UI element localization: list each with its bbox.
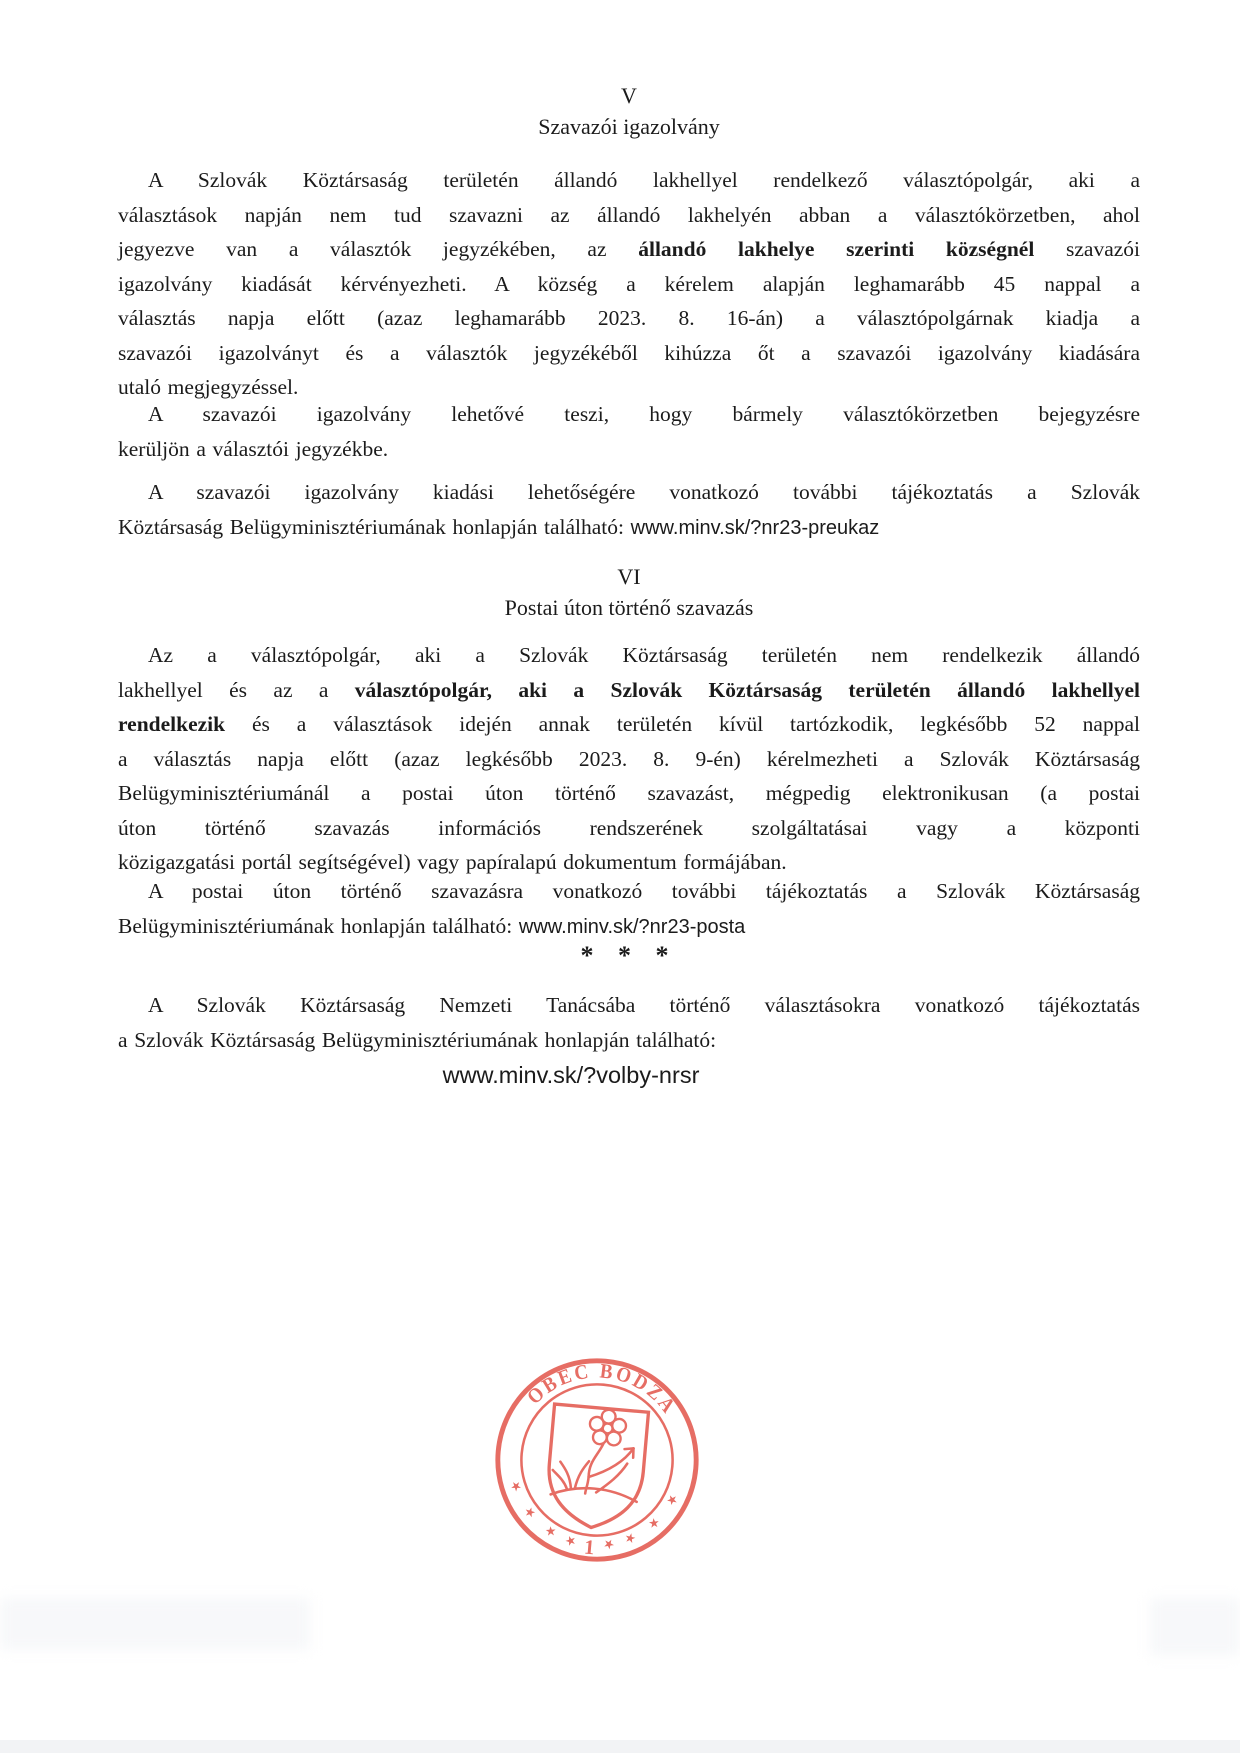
body-line <box>118 909 1140 945</box>
body-line <box>118 510 1140 546</box>
text-run: közigazgatási portál segítségével) vagy papíralapú dokumentum formájában. <box>118 850 787 874</box>
paragraph-closing <box>118 988 1140 1057</box>
paragraph-voter-certificate <box>118 163 1140 405</box>
text-run: A Szlovák Köztársaság területén állandó lakhellyel rendelkező választópolgár, aki a <box>148 168 1140 192</box>
closing-url: www.minv.sk/?volby-nrsr <box>442 1062 700 1088</box>
text-run: A postai úton történő szavazásra vonatkozó további tájékoztatás a Szlovák Köztársaság <box>148 879 1140 903</box>
body-line <box>118 988 1140 1023</box>
text-run: a Szlovák Köztársaság Belügyminisztériumának honlapján található: <box>118 1027 717 1052</box>
text-run: lakhellyel és az a <box>118 677 355 702</box>
flower-icon <box>588 1408 627 1446</box>
text-run: választás napja előtt (azaz leghamarább 2023. 8. 16-án) a választópolgárnak kiadja a <box>118 306 1140 330</box>
stamp-number: 1 <box>583 1536 596 1560</box>
text-run: a választás napja előtt (azaz legkésőbb 2023. 8. 9-én) kérelmezheti a Szlovák Köztársaság <box>118 746 1140 771</box>
body-line <box>118 1023 1140 1058</box>
scan-artifact <box>1150 1598 1240 1656</box>
text-run: jegyezve van a választók jegyzékében, az <box>118 237 639 261</box>
text-run: Az a választópolgár, aki a Szlovák Köztársaság területén nem rendelkezik állandó <box>148 643 1140 667</box>
text-run: és a választások idején annak területén kívül tartózkodik, legkésőbb 52 nappal <box>225 712 1140 736</box>
body-line <box>118 432 1140 467</box>
star-icon: ★ <box>662 1491 681 1509</box>
bold-run: választópolgár, aki a Szlovák Köztársaság területén állandó lakhellyel <box>354 677 1140 702</box>
star-icon: ★ <box>542 1521 560 1541</box>
text-run: szavazói igazolványt és a választók jegyzékéből kihúzza őt a szavazói igazolvány kiadására <box>118 340 1140 365</box>
municipal-stamp <box>489 1352 705 1568</box>
body-line <box>118 232 1140 267</box>
text-run: Belügyminisztériumának honlapján található: <box>118 913 519 938</box>
text-run: szavazói <box>1034 237 1140 261</box>
bold-run: rendelkezik <box>118 712 226 736</box>
star-icon: ★ <box>602 1535 616 1552</box>
text-run: A szavazói igazolvány kiadási lehetőségére vonatkozó további tájékoztatás a Szlovák <box>148 480 1140 504</box>
paragraph-postal-info <box>118 874 1140 944</box>
body-line <box>118 198 1140 233</box>
text-run: választások napján nem tud szavazni az állandó lakhelyén abban a választókörzetben, ahol <box>118 202 1140 227</box>
body-line <box>118 267 1140 302</box>
stamp-ring-text: OBEC BÓDZA <box>523 1360 682 1421</box>
text-run: Belügyminisztériumánál a postai úton történő szavazást, mégpedig elektronikusan (a postai <box>118 781 1140 805</box>
url-text-posta: www.minv.sk/?nr23-posta <box>518 915 746 938</box>
star-icon: ★ <box>521 1502 540 1522</box>
section-v-title: Szavazói igazolvány <box>538 114 720 139</box>
body-line <box>118 874 1140 909</box>
stamp-ring-label <box>522 1353 684 1422</box>
star-icon: ★ <box>507 1478 526 1494</box>
bold-run: állandó lakhelye szerinti községnél <box>638 237 1035 261</box>
text-run: utaló megjegyzéssel. <box>118 375 299 399</box>
body-line <box>118 475 1140 510</box>
body-line <box>118 742 1140 777</box>
star-icon: ★ <box>621 1528 639 1547</box>
body-line <box>118 638 1140 673</box>
body-line <box>118 301 1140 336</box>
paragraph-certificate-effect <box>118 397 1140 466</box>
scan-artifact <box>0 1598 310 1650</box>
text-run: igazolvány kiadását kérvényezheti. A község a kérelem alapján leghamarább 45 nappal a <box>118 271 1140 296</box>
section-vi-title: Postai úton történő szavazás <box>504 595 754 620</box>
section-v-number: V <box>621 83 637 108</box>
ground-line <box>551 1485 638 1502</box>
star-icon: ★ <box>563 1531 579 1550</box>
scan-artifact-bottom-edge <box>0 1740 1240 1753</box>
url-text-preukaz: www.minv.sk/?nr23-preukaz <box>630 516 880 539</box>
section-vi-heading <box>118 561 1140 623</box>
paragraph-postal-voting <box>118 638 1140 880</box>
stamp-graphic <box>489 1352 705 1568</box>
section-vi-number: VI <box>617 564 641 589</box>
body-line <box>118 673 1140 708</box>
body-line <box>118 707 1140 742</box>
text-run: A szavazói igazolvány lehetővé teszi, hogy bármely választókörzetben bejegyzésre <box>148 402 1140 426</box>
body-line <box>118 336 1140 371</box>
coat-of-arms-shield <box>544 1404 648 1532</box>
star-icon: ★ <box>644 1513 663 1533</box>
text-run: A Szlovák Köztársaság Nemzeti Tanácsába történő választásokra vonatkozó tájékoztatás <box>148 993 1140 1017</box>
section-v-heading <box>118 80 1140 142</box>
body-line <box>118 163 1140 198</box>
text-run: kerüljön a választói jegyzékbe. <box>118 436 389 461</box>
paragraph-certificate-info <box>118 475 1140 545</box>
body-line <box>118 776 1140 811</box>
body-line <box>118 811 1140 846</box>
text-run: úton történő szavazás információs rendszerének szolgáltatásai vagy a központi <box>118 815 1140 840</box>
text-run: Köztársaság Belügyminisztériumának honlapján található: <box>118 514 631 539</box>
body-line <box>118 397 1140 432</box>
separator-asterisks: * * * <box>580 941 678 970</box>
